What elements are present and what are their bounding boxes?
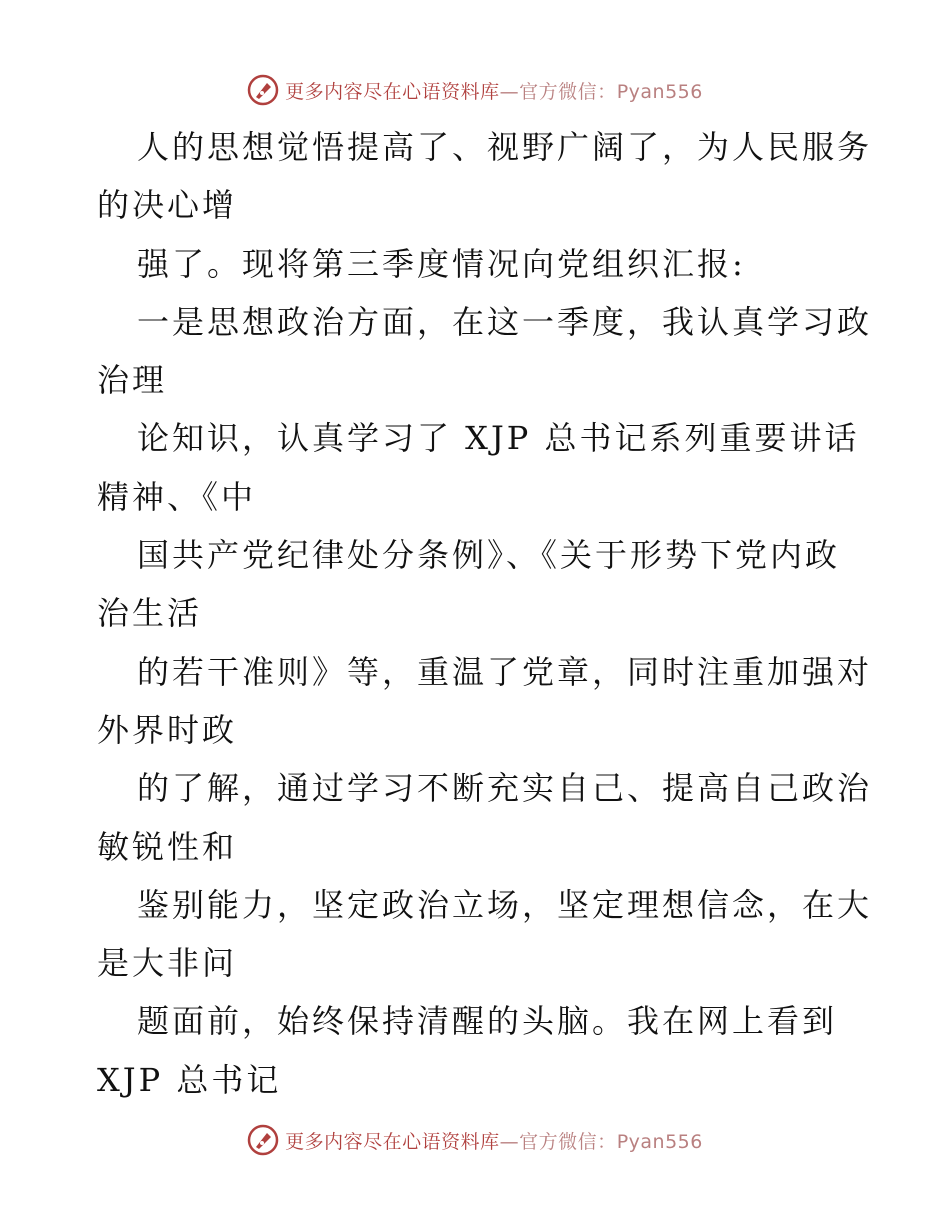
banner-official-label: 官方微信： [519,80,617,103]
text-line: 人的思想觉悟提高了、视野广阔了，为人民服务 [137,128,873,166]
text-line: 一是思想政治方面，在这一季度，我认真学习政 [137,302,873,341]
text-line: 敏锐性和 [97,827,238,866]
document-body [97,118,873,1109]
banner-dash: — [499,80,520,103]
text-line: 的了解，通过学习不断充实自己、提高自己政治 [137,769,873,808]
text-line: 外界时政 [97,710,238,749]
text-line: 国共产党纪律处分条例》、《关于形势下党内政 [137,536,841,575]
text-line: 题面前，始终保持清醒的头脑。我在网上看到 [137,1002,838,1041]
text-line: 论知识，认真学习了 XJP 总书记系列重要讲话 [137,419,860,458]
banner-wechat-id: Pyan556 [616,1130,703,1153]
banner-wechat-id: Pyan556 [616,80,703,103]
text-line: 是大非问 [97,944,238,983]
banner-main-text: 更多内容尽在心语资料库 [285,80,500,103]
text-line: 治理 [97,361,168,400]
banner-text [285,1127,703,1154]
text-line: 的决心增 [97,186,238,225]
banner-dash: — [499,1130,520,1153]
text-line: 强了。现将第三季度情况向党组织汇报: [137,244,746,283]
header-banner [0,70,950,110]
banner-official-label: 官方微信： [519,1130,617,1153]
banner-text [285,77,703,104]
text-line: 治生活 [97,594,203,633]
pen-nib-logo-icon [247,1124,279,1156]
text-line: 精神、《中 [97,477,257,516]
banner-main-text: 更多内容尽在心语资料库 [285,1130,500,1153]
text-line: 鉴别能力，坚定政治立场，坚定理想信念，在大 [137,885,873,924]
text-line: XJP 总书记 [97,1060,282,1099]
footer-banner [0,1120,950,1160]
pen-nib-logo-icon [247,74,279,106]
text-line: 的若干准则》等，重温了党章，同时注重加强对 [137,652,873,691]
